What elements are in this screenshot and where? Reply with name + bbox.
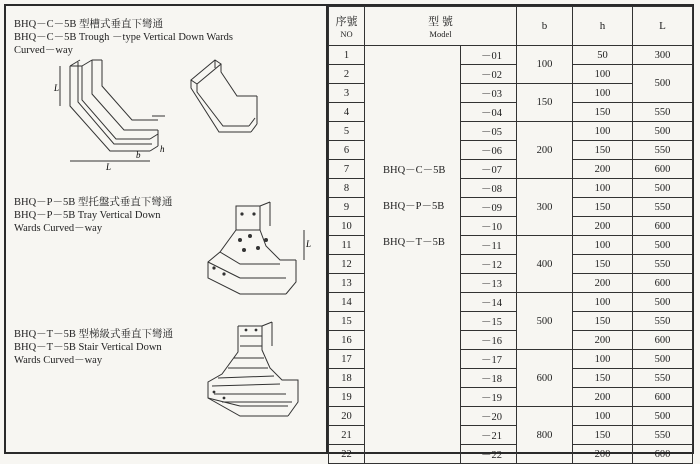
row-no: 18	[329, 369, 365, 388]
header-b: b	[517, 7, 573, 46]
row-h-value: 50	[573, 46, 633, 65]
row-no: 20	[329, 407, 365, 426]
row-b-value: 500	[517, 293, 573, 350]
row-h-value: 150	[573, 312, 633, 331]
row-L-value: 300	[633, 46, 693, 65]
row-model-code: －07	[461, 160, 517, 179]
table-row	[329, 46, 693, 65]
trough-title-en2: Curved－way	[14, 45, 73, 56]
row-L-value: 600	[633, 217, 693, 236]
row-h-value: 100	[573, 84, 633, 103]
row-h-value: 100	[573, 179, 633, 198]
table-body	[329, 46, 693, 464]
row-b-value: 200	[517, 122, 573, 179]
header-L: L	[633, 7, 693, 46]
row-h-value: 200	[573, 160, 633, 179]
row-L-value: 500	[633, 65, 693, 103]
row-model-code: －05	[461, 122, 517, 141]
row-h-value: 100	[573, 65, 633, 84]
row-h-value: 150	[573, 141, 633, 160]
tray-dim-label-L: L	[306, 239, 312, 249]
row-h-value: 200	[573, 388, 633, 407]
row-model-code: －01	[461, 46, 517, 65]
row-L-value: 500	[633, 350, 693, 369]
model-names-cell	[365, 46, 461, 464]
table-header-row	[329, 7, 693, 46]
header-model-en: Model	[429, 29, 452, 39]
tray-title-en1: BHQ－P－5B Tray Vertical Down	[14, 210, 161, 221]
row-no: 5	[329, 122, 365, 141]
row-model-code: －15	[461, 312, 517, 331]
row-no: 7	[329, 160, 365, 179]
row-no: 11	[329, 236, 365, 255]
row-h-value: 150	[573, 198, 633, 217]
header-model	[365, 7, 517, 46]
model-name: BHQ－T－5B	[383, 237, 445, 248]
row-h-value: 100	[573, 350, 633, 369]
row-b-value: 400	[517, 236, 573, 293]
row-L-value: 550	[633, 198, 693, 217]
row-h-value: 200	[573, 217, 633, 236]
row-model-code: －06	[461, 141, 517, 160]
row-b-value: 150	[517, 84, 573, 122]
row-no: 13	[329, 274, 365, 293]
row-no: 22	[329, 445, 365, 464]
tray-title-cn: BHQ－P－5B 型托盤式垂直下彎通	[14, 197, 173, 208]
row-no: 17	[329, 350, 365, 369]
row-L-value: 550	[633, 255, 693, 274]
row-model-code: －18	[461, 369, 517, 388]
row-no: 14	[329, 293, 365, 312]
trough-dimension-drawing	[40, 56, 170, 176]
header-h: h	[573, 7, 633, 46]
header-no-en: NO	[340, 29, 353, 39]
row-L-value: 600	[633, 445, 693, 464]
dim-label-L-vertical: L	[54, 83, 60, 93]
row-h-value: 200	[573, 445, 633, 464]
row-h-value: 100	[573, 122, 633, 141]
spec-table	[328, 6, 693, 464]
stair-title-en2: Wards Curved－way	[14, 355, 103, 366]
row-h-value: 150	[573, 103, 633, 122]
row-h-value: 200	[573, 331, 633, 350]
row-model-code: －03	[461, 84, 517, 103]
row-model-code: －22	[461, 445, 517, 464]
row-L-value: 550	[633, 426, 693, 445]
row-h-value: 100	[573, 293, 633, 312]
trough-isometric-drawing	[185, 52, 265, 142]
stair-title-cn: BHQ－T－5B 型梯級式垂直下彎通	[14, 329, 173, 340]
row-model-code: －02	[461, 65, 517, 84]
row-L-value: 550	[633, 312, 693, 331]
row-h-value: 150	[573, 255, 633, 274]
row-no: 12	[329, 255, 365, 274]
row-b-value: 600	[517, 350, 573, 407]
row-L-value: 550	[633, 369, 693, 388]
row-no: 10	[329, 217, 365, 236]
row-L-value: 600	[633, 274, 693, 293]
model-name: BHQ－P－5B	[383, 201, 445, 212]
row-L-value: 550	[633, 103, 693, 122]
row-h-value: 150	[573, 426, 633, 445]
row-no: 9	[329, 198, 365, 217]
row-no: 3	[329, 84, 365, 103]
row-model-code: －20	[461, 407, 517, 426]
stair-title-en1: BHQ－T－5B Stair Vertical Down	[14, 342, 162, 353]
row-h-value: 100	[573, 407, 633, 426]
row-model-code: －17	[461, 350, 517, 369]
row-L-value: 500	[633, 293, 693, 312]
header-no	[329, 7, 365, 46]
row-model-code: －16	[461, 331, 517, 350]
row-L-value: 500	[633, 122, 693, 141]
row-model-code: －13	[461, 274, 517, 293]
row-model-code: －04	[461, 103, 517, 122]
header-model-cn: 型 號	[428, 16, 453, 28]
row-no: 16	[329, 331, 365, 350]
row-model-code: －08	[461, 179, 517, 198]
row-no: 4	[329, 103, 365, 122]
dim-label-b: b	[136, 150, 141, 160]
row-no: 1	[329, 46, 365, 65]
row-model-code: －12	[461, 255, 517, 274]
row-h-value: 150	[573, 369, 633, 388]
row-b-value: 800	[517, 407, 573, 464]
row-L-value: 600	[633, 331, 693, 350]
row-model-code: －10	[461, 217, 517, 236]
row-L-value: 500	[633, 236, 693, 255]
row-no: 15	[329, 312, 365, 331]
row-L-value: 500	[633, 407, 693, 426]
header-no-cn: 序號	[335, 16, 358, 28]
row-h-value: 200	[573, 274, 633, 293]
row-L-value: 550	[633, 141, 693, 160]
trough-title-cn: BHQ－C－5B 型槽式垂直下彎通	[14, 19, 164, 30]
row-b-value: 300	[517, 179, 573, 236]
row-model-code: －11	[461, 236, 517, 255]
stair-isometric-drawing	[200, 322, 312, 422]
row-model-code: －14	[461, 293, 517, 312]
dim-label-h: h	[160, 144, 165, 154]
model-name: BHQ－C－5B	[383, 165, 446, 176]
row-no: 19	[329, 388, 365, 407]
row-model-code: －09	[461, 198, 517, 217]
tray-title-en2: Wards Curved－way	[14, 223, 103, 234]
row-model-code: －21	[461, 426, 517, 445]
row-no: 21	[329, 426, 365, 445]
row-L-value: 500	[633, 179, 693, 198]
row-L-value: 600	[633, 160, 693, 179]
tray-isometric-drawing	[200, 200, 312, 300]
row-L-value: 600	[633, 388, 693, 407]
row-no: 8	[329, 179, 365, 198]
dim-label-L-horizontal: L	[106, 162, 112, 172]
row-no: 2	[329, 65, 365, 84]
row-model-code: －19	[461, 388, 517, 407]
row-h-value: 100	[573, 236, 633, 255]
row-no: 6	[329, 141, 365, 160]
row-b-value: 100	[517, 46, 573, 84]
trough-title-en1: BHQ－C－5B Trough －type Vertical Down Wards	[14, 32, 233, 43]
